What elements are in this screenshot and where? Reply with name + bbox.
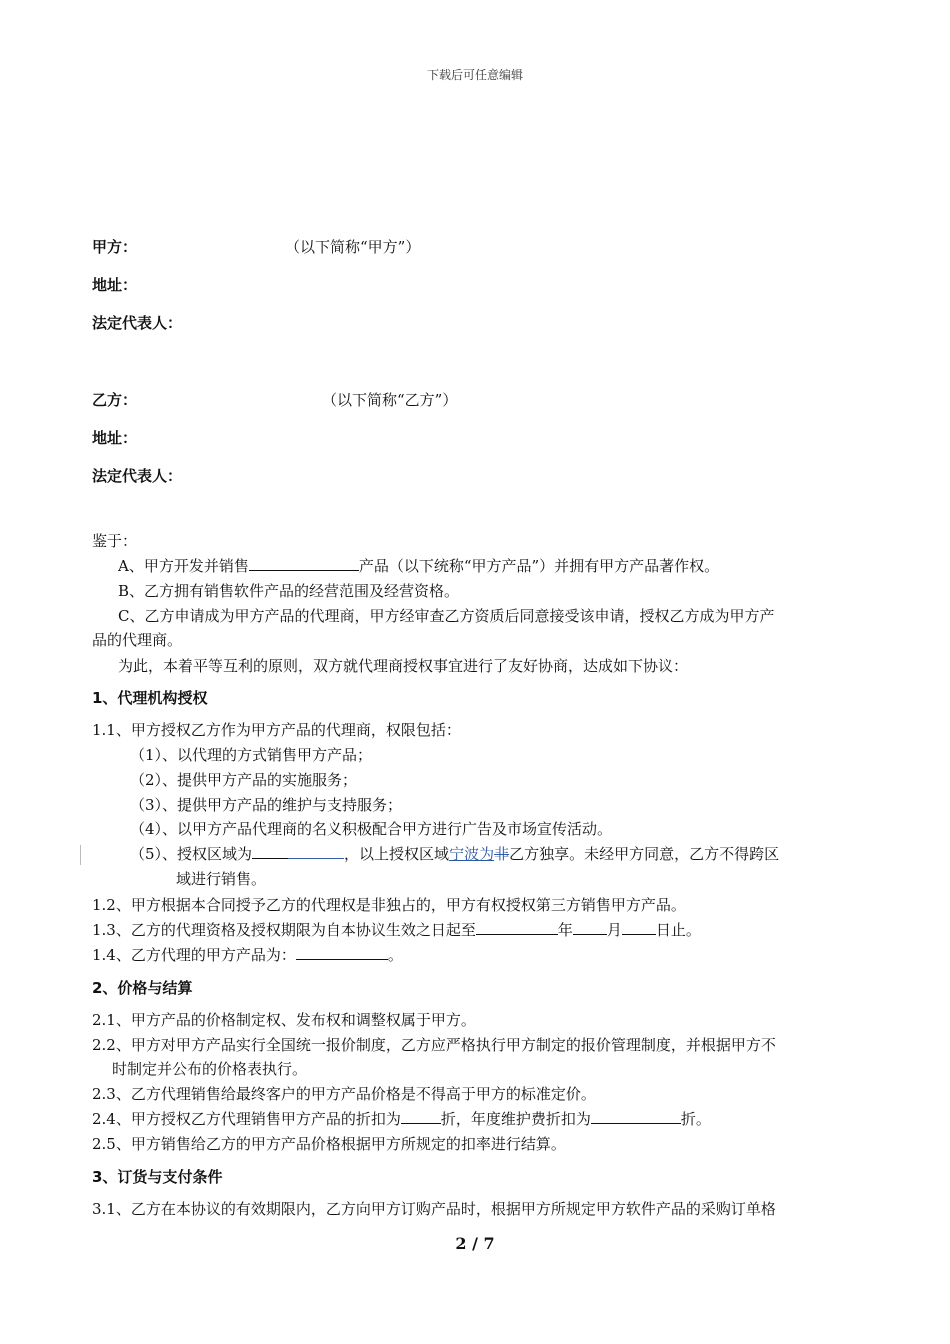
clause-1-3-pre: 1.3、乙方的代理资格及授权期限为自本协议生效之日起至 bbox=[92, 921, 476, 939]
section-2-title: 2、价格与结算 bbox=[92, 979, 193, 997]
party-b-address-label: 地址： bbox=[92, 429, 138, 447]
item-5-mid: ，以上授权区域 bbox=[344, 845, 450, 863]
discount-blank bbox=[401, 1109, 441, 1124]
clause-1-1-item-3: （3）、提供甲方产品的维护与支持服务； bbox=[130, 796, 403, 814]
party-b-rep-label: 法定代表人： bbox=[92, 467, 183, 485]
party-a-address-label: 地址： bbox=[92, 276, 138, 294]
clause-1-1-item-2: （2）、提供甲方产品的实施服务； bbox=[130, 771, 358, 789]
clause-2-5: 2.5、甲方销售给乙方的甲方产品价格根据甲方所规定的扣率进行结算。 bbox=[92, 1135, 566, 1153]
year-label: 年 bbox=[557, 921, 573, 939]
whereas-b: B、乙方拥有销售软件产品的经营范围及经营资格。 bbox=[118, 582, 460, 600]
maintenance-discount-blank bbox=[591, 1109, 681, 1124]
product-name-blank bbox=[249, 556, 359, 571]
item-5-deleted-text: 非 bbox=[494, 845, 510, 863]
day-label: 日止。 bbox=[655, 921, 701, 939]
clause-2-3: 2.3、乙方代理销售给最终客户的甲方产品价格是不得高于甲方的标准定价。 bbox=[92, 1085, 596, 1103]
whereas-a-pre: A、甲方开发并销售 bbox=[118, 557, 249, 575]
item-5-inserted-text: 宁波为 bbox=[449, 845, 495, 863]
whereas-c-line2: 品的代理商。 bbox=[92, 631, 183, 649]
clause-1-4 bbox=[92, 944, 403, 966]
section-3-title: 3、订货与支付条件 bbox=[92, 1168, 223, 1186]
region-blank-b bbox=[288, 844, 344, 859]
clause-2-2-line1: 2.2、甲方对甲方产品实行全国统一报价制度，乙方应严格执行甲方制定的报价管理制度，并根据甲方不 bbox=[92, 1036, 776, 1054]
section-1-title: 1、代理机构授权 bbox=[92, 689, 208, 707]
item-5-pre: （5）、授权区域为 bbox=[130, 845, 253, 863]
page-number: 2 / 7 bbox=[455, 1234, 495, 1253]
end-day-blank bbox=[622, 920, 656, 935]
clause-2-4 bbox=[92, 1108, 711, 1130]
party-b-alias: （以下简称“乙方”） bbox=[322, 391, 458, 409]
month-label: 月 bbox=[606, 921, 622, 939]
header-note: 下载后可任意编辑 bbox=[426, 68, 523, 82]
clause-3-1: 3.1、乙方在本协议的有效期限内，乙方向甲方订购产品时，根据甲方所规定甲方软件产品的采购订单格 bbox=[92, 1200, 776, 1218]
clause-2-4-pre: 2.4、甲方授权乙方代理销售甲方产品的折扣为 bbox=[92, 1110, 401, 1128]
revision-margin-mark bbox=[80, 845, 81, 865]
whereas-a-post: 产品（以下统称“甲方产品”）并拥有甲方产品著作权。 bbox=[358, 557, 720, 575]
clause-2-2-line2: 时制定并公布的价格表执行。 bbox=[112, 1060, 308, 1078]
party-a-rep-label: 法定代表人： bbox=[92, 314, 183, 332]
clause-1-1-item-4: （4）、以甲方产品代理商的名义积极配合甲方进行广告及市场宣传活动。 bbox=[130, 820, 613, 838]
whereas-a bbox=[118, 555, 719, 577]
party-a-alias: （以下简称“甲方”） bbox=[285, 238, 421, 256]
clause-1-1: 1.1、甲方授权乙方作为甲方产品的代理商，权限包括： bbox=[92, 721, 461, 739]
end-month-blank bbox=[573, 920, 607, 935]
end-year-blank bbox=[476, 920, 558, 935]
clause-1-1-item-5-cont: 域进行销售。 bbox=[176, 870, 267, 888]
clause-1-3 bbox=[92, 919, 701, 941]
clause-2-4-post: 折。 bbox=[680, 1110, 711, 1128]
clause-1-2: 1.2、甲方根据本合同授予乙方的代理权是非独占的，甲方有权授权第三方销售甲方产品。 bbox=[92, 896, 686, 914]
clause-1-4-pre: 1.4、乙方代理的甲方产品为： bbox=[92, 946, 296, 964]
agent-product-blank bbox=[296, 945, 388, 960]
party-a-label: 甲方： bbox=[92, 238, 138, 256]
clause-1-1-item-5 bbox=[130, 843, 779, 865]
item-5-post: 乙方独享。未经甲方同意，乙方不得跨区 bbox=[509, 845, 780, 863]
whereas-c-line1: C、乙方申请成为甲方产品的代理商，甲方经审查乙方资质后同意接受该申请，授权乙方成为甲方产 bbox=[118, 607, 775, 625]
clause-2-1: 2.1、甲方产品的价格制定权、发布权和调整权属于甲方。 bbox=[92, 1011, 476, 1029]
party-b-label: 乙方： bbox=[92, 391, 138, 409]
region-blank-a bbox=[252, 844, 288, 859]
whereas-conclusion: 为此，本着平等互利的原则，双方就代理商授权事宜进行了友好协商，达成如下协议： bbox=[118, 657, 689, 675]
clause-2-4-mid: 折，年度维护费折扣为 bbox=[440, 1110, 591, 1128]
clause-1-1-item-1: （1）、以代理的方式销售甲方产品； bbox=[130, 746, 373, 764]
clause-1-4-post: 。 bbox=[387, 946, 403, 964]
whereas-intro: 鉴于： bbox=[92, 532, 138, 550]
